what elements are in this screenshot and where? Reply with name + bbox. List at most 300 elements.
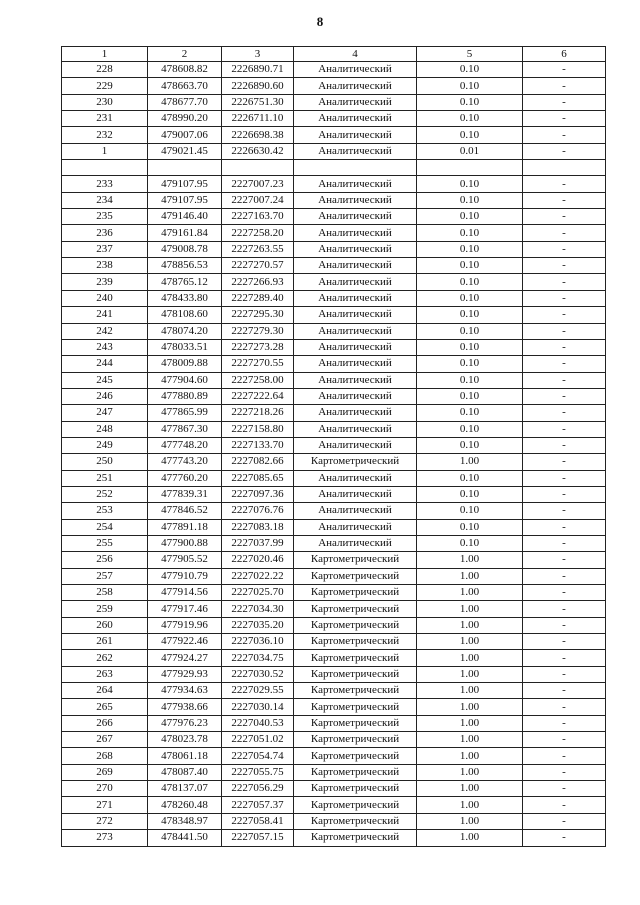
point-number-cell: 243 [62, 339, 148, 355]
y-coordinate-cell: 2227133.70 [222, 437, 294, 453]
y-coordinate-cell: 2227058.41 [222, 813, 294, 829]
x-coordinate-cell: 477865.99 [148, 405, 222, 421]
method-cell: Аналитический [294, 437, 417, 453]
point-number-cell: 254 [62, 519, 148, 535]
method-cell: Аналитический [294, 290, 417, 306]
table-row [62, 421, 606, 437]
x-coordinate-cell: 477938.66 [148, 699, 222, 715]
method-cell: Картометрический [294, 781, 417, 797]
method-cell: Картометрический [294, 813, 417, 829]
method-cell: Аналитический [294, 127, 417, 143]
accuracy-cell: 0.10 [417, 192, 523, 208]
accuracy-cell: 1.00 [417, 601, 523, 617]
table-row [62, 617, 606, 633]
x-coordinate-cell: 477922.46 [148, 634, 222, 650]
note-cell: - [523, 209, 606, 225]
method-cell: Аналитический [294, 535, 417, 551]
point-number-cell: 238 [62, 258, 148, 274]
accuracy-cell: 0.10 [417, 78, 523, 94]
accuracy-cell: 1.00 [417, 699, 523, 715]
accuracy-cell: 0.01 [417, 143, 523, 159]
x-coordinate-cell: 478061.18 [148, 748, 222, 764]
x-coordinate-cell: 478009.88 [148, 356, 222, 372]
table-row [62, 813, 606, 829]
accuracy-cell: 1.00 [417, 813, 523, 829]
accuracy-cell: 1.00 [417, 585, 523, 601]
table-row [62, 519, 606, 535]
point-number-cell: 260 [62, 617, 148, 633]
note-cell: - [523, 813, 606, 829]
note-cell: - [523, 666, 606, 682]
table-row [62, 683, 606, 699]
accuracy-cell: 0.10 [417, 127, 523, 143]
point-number-cell: 252 [62, 486, 148, 502]
method-cell: Картометрический [294, 552, 417, 568]
note-cell: - [523, 94, 606, 110]
accuracy-cell: 0.10 [417, 503, 523, 519]
y-coordinate-cell: 2226711.10 [222, 111, 294, 127]
accuracy-cell: 1.00 [417, 732, 523, 748]
note-cell: - [523, 830, 606, 846]
note-cell: - [523, 552, 606, 568]
accuracy-cell: 1.00 [417, 764, 523, 780]
table-row [62, 127, 606, 143]
point-number-cell: 261 [62, 634, 148, 650]
note-cell: - [523, 258, 606, 274]
table-row [62, 715, 606, 731]
note-cell [523, 160, 606, 176]
method-cell: Аналитический [294, 372, 417, 388]
point-number-cell: 244 [62, 356, 148, 372]
note-cell: - [523, 503, 606, 519]
method-cell: Картометрический [294, 699, 417, 715]
accuracy-cell: 0.10 [417, 437, 523, 453]
note-cell: - [523, 470, 606, 486]
y-coordinate-cell: 2227097.36 [222, 486, 294, 502]
y-coordinate-cell: 2227273.28 [222, 339, 294, 355]
y-coordinate-cell: 2227034.75 [222, 650, 294, 666]
point-number-cell: 265 [62, 699, 148, 715]
table-row [62, 666, 606, 682]
note-cell: - [523, 437, 606, 453]
y-coordinate-cell: 2227258.20 [222, 225, 294, 241]
point-number-cell: 266 [62, 715, 148, 731]
method-cell: Аналитический [294, 94, 417, 110]
point-number-cell: 1 [62, 143, 148, 159]
method-cell [294, 160, 417, 176]
accuracy-cell: 0.10 [417, 535, 523, 551]
accuracy-cell [417, 160, 523, 176]
table-row [62, 274, 606, 290]
note-cell: - [523, 421, 606, 437]
y-coordinate-cell: 2227218.26 [222, 405, 294, 421]
x-coordinate-cell: 477748.20 [148, 437, 222, 453]
note-cell: - [523, 307, 606, 323]
table-row [62, 699, 606, 715]
x-coordinate-cell: 477924.27 [148, 650, 222, 666]
column-header: 4 [294, 47, 417, 62]
table-row [62, 143, 606, 159]
note-cell: - [523, 568, 606, 584]
column-header: 2 [148, 47, 222, 62]
point-number-cell: 259 [62, 601, 148, 617]
accuracy-cell: 0.10 [417, 176, 523, 192]
method-cell: Аналитический [294, 356, 417, 372]
table-row [62, 535, 606, 551]
y-coordinate-cell [222, 160, 294, 176]
accuracy-cell: 0.10 [417, 274, 523, 290]
x-coordinate-cell: 479107.95 [148, 176, 222, 192]
y-coordinate-cell: 2227030.52 [222, 666, 294, 682]
table-row [62, 781, 606, 797]
point-number-cell: 242 [62, 323, 148, 339]
note-cell: - [523, 650, 606, 666]
accuracy-cell: 1.00 [417, 552, 523, 568]
method-cell: Картометрический [294, 683, 417, 699]
x-coordinate-cell: 477910.79 [148, 568, 222, 584]
x-coordinate-cell: 478023.78 [148, 732, 222, 748]
y-coordinate-cell: 2227051.02 [222, 732, 294, 748]
x-coordinate-cell: 479161.84 [148, 225, 222, 241]
table-row [62, 503, 606, 519]
point-number-cell: 269 [62, 764, 148, 780]
y-coordinate-cell: 2226890.60 [222, 78, 294, 94]
x-coordinate-cell: 478856.53 [148, 258, 222, 274]
x-coordinate-cell: 478348.97 [148, 813, 222, 829]
y-coordinate-cell: 2227158.80 [222, 421, 294, 437]
y-coordinate-cell: 2227029.55 [222, 683, 294, 699]
note-cell: - [523, 748, 606, 764]
table-row [62, 307, 606, 323]
note-cell: - [523, 454, 606, 470]
x-coordinate-cell: 477880.89 [148, 388, 222, 404]
y-coordinate-cell: 2227037.99 [222, 535, 294, 551]
table-row [62, 290, 606, 306]
y-coordinate-cell: 2227279.30 [222, 323, 294, 339]
method-cell: Аналитический [294, 62, 417, 78]
x-coordinate-cell: 477914.56 [148, 585, 222, 601]
x-coordinate-cell: 477929.93 [148, 666, 222, 682]
x-coordinate-cell: 477743.20 [148, 454, 222, 470]
y-coordinate-cell: 2227057.37 [222, 797, 294, 813]
accuracy-cell: 1.00 [417, 748, 523, 764]
point-number-cell: 248 [62, 421, 148, 437]
x-coordinate-cell: 478441.50 [148, 830, 222, 846]
note-cell: - [523, 356, 606, 372]
y-coordinate-cell: 2227076.76 [222, 503, 294, 519]
accuracy-cell: 0.10 [417, 486, 523, 502]
column-header: 6 [523, 47, 606, 62]
table-row [62, 388, 606, 404]
table-row [62, 209, 606, 225]
point-number-cell: 251 [62, 470, 148, 486]
y-coordinate-cell: 2227057.15 [222, 830, 294, 846]
table-row [62, 356, 606, 372]
table-row [62, 552, 606, 568]
y-coordinate-cell: 2227035.20 [222, 617, 294, 633]
accuracy-cell: 1.00 [417, 830, 523, 846]
method-cell: Аналитический [294, 470, 417, 486]
y-coordinate-cell: 2227258.00 [222, 372, 294, 388]
table-row [62, 764, 606, 780]
accuracy-cell: 0.10 [417, 388, 523, 404]
point-number-cell: 232 [62, 127, 148, 143]
x-coordinate-cell: 477904.60 [148, 372, 222, 388]
point-number-cell: 231 [62, 111, 148, 127]
x-coordinate-cell: 477760.20 [148, 470, 222, 486]
accuracy-cell: 0.10 [417, 209, 523, 225]
point-number-cell: 257 [62, 568, 148, 584]
note-cell: - [523, 241, 606, 257]
accuracy-cell: 0.10 [417, 405, 523, 421]
method-cell: Аналитический [294, 258, 417, 274]
coordinates-table [61, 46, 606, 847]
point-number-cell: 239 [62, 274, 148, 290]
table-row [62, 372, 606, 388]
method-cell: Аналитический [294, 209, 417, 225]
point-number-cell: 237 [62, 241, 148, 257]
method-cell: Аналитический [294, 421, 417, 437]
table-row [62, 486, 606, 502]
table-row [62, 94, 606, 110]
y-coordinate-cell: 2227163.70 [222, 209, 294, 225]
accuracy-cell: 1.00 [417, 634, 523, 650]
point-number-cell: 256 [62, 552, 148, 568]
accuracy-cell: 1.00 [417, 617, 523, 633]
method-cell: Аналитический [294, 111, 417, 127]
table-row [62, 650, 606, 666]
accuracy-cell: 1.00 [417, 715, 523, 731]
note-cell: - [523, 797, 606, 813]
accuracy-cell: 0.10 [417, 111, 523, 127]
point-number-cell [62, 160, 148, 176]
note-cell: - [523, 388, 606, 404]
accuracy-cell: 0.10 [417, 421, 523, 437]
column-header: 1 [62, 47, 148, 62]
x-coordinate-cell: 478433.80 [148, 290, 222, 306]
x-coordinate-cell: 478608.82 [148, 62, 222, 78]
point-number-cell: 271 [62, 797, 148, 813]
method-cell: Аналитический [294, 307, 417, 323]
table-row [62, 225, 606, 241]
note-cell: - [523, 486, 606, 502]
method-cell: Аналитический [294, 405, 417, 421]
table-row [62, 748, 606, 764]
x-coordinate-cell: 478677.70 [148, 94, 222, 110]
table-row [62, 437, 606, 453]
method-cell: Аналитический [294, 388, 417, 404]
y-coordinate-cell: 2227007.23 [222, 176, 294, 192]
point-number-cell: 236 [62, 225, 148, 241]
y-coordinate-cell: 2227020.46 [222, 552, 294, 568]
x-coordinate-cell: 477839.31 [148, 486, 222, 502]
y-coordinate-cell: 2227054.74 [222, 748, 294, 764]
method-cell: Аналитический [294, 519, 417, 535]
method-cell: Картометрический [294, 764, 417, 780]
x-coordinate-cell: 477905.52 [148, 552, 222, 568]
note-cell: - [523, 781, 606, 797]
page-number: 8 [316, 14, 324, 29]
point-number-cell: 267 [62, 732, 148, 748]
y-coordinate-cell: 2226698.38 [222, 127, 294, 143]
point-number-cell: 249 [62, 437, 148, 453]
method-cell: Аналитический [294, 192, 417, 208]
x-coordinate-cell: 479146.40 [148, 209, 222, 225]
x-coordinate-cell: 477976.23 [148, 715, 222, 731]
table-row [62, 454, 606, 470]
point-number-cell: 258 [62, 585, 148, 601]
method-cell: Картометрический [294, 454, 417, 470]
note-cell: - [523, 225, 606, 241]
method-cell: Картометрический [294, 568, 417, 584]
column-header: 5 [417, 47, 523, 62]
y-coordinate-cell: 2227007.24 [222, 192, 294, 208]
accuracy-cell: 0.10 [417, 62, 523, 78]
note-cell: - [523, 78, 606, 94]
accuracy-cell: 0.10 [417, 519, 523, 535]
note-cell: - [523, 339, 606, 355]
y-coordinate-cell: 2227270.55 [222, 356, 294, 372]
y-coordinate-cell: 2227270.57 [222, 258, 294, 274]
method-cell: Аналитический [294, 486, 417, 502]
table-body [62, 62, 606, 847]
point-number-cell: 273 [62, 830, 148, 846]
y-coordinate-cell: 2227055.75 [222, 764, 294, 780]
note-cell: - [523, 192, 606, 208]
y-coordinate-cell: 2227082.66 [222, 454, 294, 470]
x-coordinate-cell: 479021.45 [148, 143, 222, 159]
x-coordinate-cell: 479008.78 [148, 241, 222, 257]
y-coordinate-cell: 2227040.53 [222, 715, 294, 731]
note-cell: - [523, 585, 606, 601]
y-coordinate-cell: 2227222.64 [222, 388, 294, 404]
note-cell: - [523, 535, 606, 551]
point-number-cell: 230 [62, 94, 148, 110]
method-cell: Картометрический [294, 601, 417, 617]
y-coordinate-cell: 2227056.29 [222, 781, 294, 797]
x-coordinate-cell: 477934.63 [148, 683, 222, 699]
x-coordinate-cell: 478033.51 [148, 339, 222, 355]
y-coordinate-cell: 2227263.55 [222, 241, 294, 257]
point-number-cell: 245 [62, 372, 148, 388]
point-number-cell: 228 [62, 62, 148, 78]
y-coordinate-cell: 2227025.70 [222, 585, 294, 601]
note-cell: - [523, 143, 606, 159]
x-coordinate-cell: 477919.96 [148, 617, 222, 633]
accuracy-cell: 0.10 [417, 225, 523, 241]
table-row [62, 241, 606, 257]
table-header-row [62, 47, 606, 62]
point-number-cell: 255 [62, 535, 148, 551]
x-coordinate-cell: 478663.70 [148, 78, 222, 94]
y-coordinate-cell: 2226890.71 [222, 62, 294, 78]
point-number-cell: 263 [62, 666, 148, 682]
table-row [62, 323, 606, 339]
method-cell: Картометрический [294, 797, 417, 813]
method-cell: Аналитический [294, 143, 417, 159]
x-coordinate-cell: 477891.18 [148, 519, 222, 535]
x-coordinate-cell: 479107.95 [148, 192, 222, 208]
method-cell: Аналитический [294, 503, 417, 519]
method-cell: Картометрический [294, 830, 417, 846]
y-coordinate-cell: 2227083.18 [222, 519, 294, 535]
y-coordinate-cell: 2227266.93 [222, 274, 294, 290]
note-cell: - [523, 764, 606, 780]
note-cell: - [523, 634, 606, 650]
method-cell: Аналитический [294, 176, 417, 192]
table-row [62, 160, 606, 176]
y-coordinate-cell: 2227085.65 [222, 470, 294, 486]
method-cell: Аналитический [294, 274, 417, 290]
note-cell: - [523, 732, 606, 748]
method-cell: Картометрический [294, 617, 417, 633]
accuracy-cell: 0.10 [417, 258, 523, 274]
x-coordinate-cell: 478087.40 [148, 764, 222, 780]
method-cell: Аналитический [294, 78, 417, 94]
point-number-cell: 250 [62, 454, 148, 470]
method-cell: Картометрический [294, 585, 417, 601]
y-coordinate-cell: 2227030.14 [222, 699, 294, 715]
accuracy-cell: 1.00 [417, 666, 523, 682]
note-cell: - [523, 62, 606, 78]
accuracy-cell: 1.00 [417, 781, 523, 797]
table-row [62, 258, 606, 274]
x-coordinate-cell: 478108.60 [148, 307, 222, 323]
x-coordinate-cell [148, 160, 222, 176]
x-coordinate-cell: 479007.06 [148, 127, 222, 143]
table-row [62, 732, 606, 748]
note-cell: - [523, 372, 606, 388]
point-number-cell: 253 [62, 503, 148, 519]
point-number-cell: 235 [62, 209, 148, 225]
table-row [62, 405, 606, 421]
accuracy-cell: 1.00 [417, 454, 523, 470]
y-coordinate-cell: 2227295.30 [222, 307, 294, 323]
note-cell: - [523, 519, 606, 535]
accuracy-cell: 0.10 [417, 307, 523, 323]
y-coordinate-cell: 2226751.30 [222, 94, 294, 110]
accuracy-cell: 0.10 [417, 470, 523, 486]
accuracy-cell: 0.10 [417, 241, 523, 257]
method-cell: Картометрический [294, 666, 417, 682]
method-cell: Аналитический [294, 323, 417, 339]
table-row [62, 601, 606, 617]
point-number-cell: 234 [62, 192, 148, 208]
point-number-cell: 229 [62, 78, 148, 94]
method-cell: Аналитический [294, 241, 417, 257]
method-cell: Картометрический [294, 748, 417, 764]
x-coordinate-cell: 478074.20 [148, 323, 222, 339]
table-row [62, 176, 606, 192]
point-number-cell: 272 [62, 813, 148, 829]
point-number-cell: 262 [62, 650, 148, 666]
accuracy-cell: 0.10 [417, 372, 523, 388]
method-cell: Аналитический [294, 339, 417, 355]
note-cell: - [523, 111, 606, 127]
table-row [62, 634, 606, 650]
note-cell: - [523, 715, 606, 731]
point-number-cell: 240 [62, 290, 148, 306]
method-cell: Картометрический [294, 634, 417, 650]
table-row [62, 568, 606, 584]
method-cell: Картометрический [294, 732, 417, 748]
method-cell: Аналитический [294, 225, 417, 241]
table-row [62, 339, 606, 355]
y-coordinate-cell: 2227289.40 [222, 290, 294, 306]
x-coordinate-cell: 478990.20 [148, 111, 222, 127]
table-row [62, 192, 606, 208]
note-cell: - [523, 176, 606, 192]
